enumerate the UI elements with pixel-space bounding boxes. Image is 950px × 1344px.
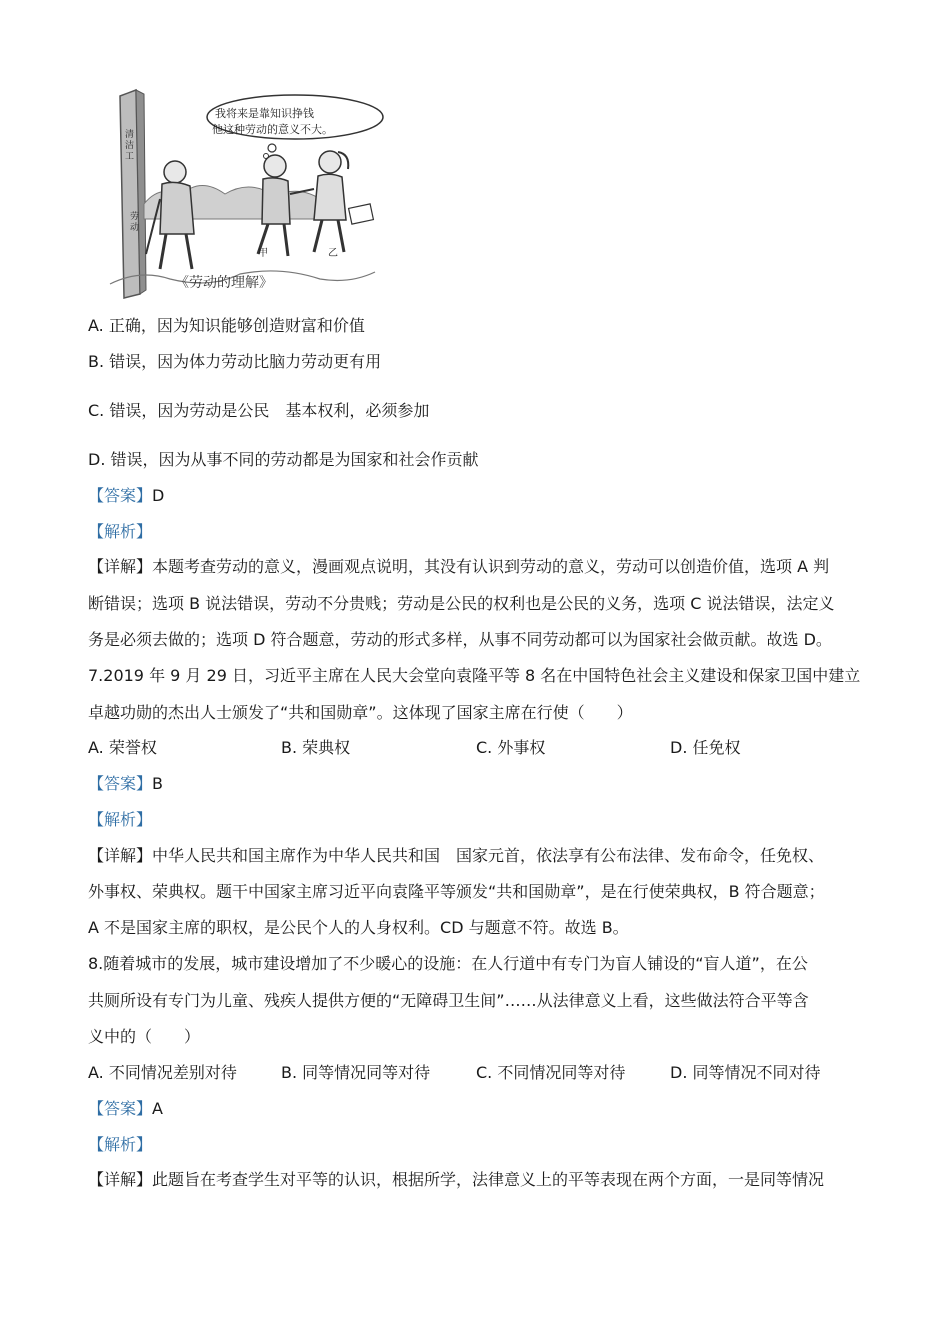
q6-detail-line2: 断错误；选项 B 说法错误，劳动不分贵贱；劳动是公民的权利也是公民的义务，选项 C 说法错误，法定义 <box>88 594 835 613</box>
q8-option-d: D. 同等情况不同对待 <box>670 1063 821 1082</box>
q6-detail-line3: 务是必须去做的；选项 D 符合题意，劳动的形式多样，从事不同劳动都可以为国家社会做贡献。故选 D。 <box>88 630 832 649</box>
q7-stem-line2: 卓越功勋的杰出人士颁发了“共和国勋章”。这体现了国家主席在行使（ ） <box>88 703 633 722</box>
q8-stem-line2: 共厕所设有专门为儿童、残疾人提供方便的“无障碍卫生间”……从法律意义上看，这些做法符合平等含 <box>88 991 809 1010</box>
q8-option-a: A. 不同情况差别对待 <box>88 1063 237 1082</box>
q6-option-d: D. 错误，因为从事不同的劳动都是为国家和社会作贡献 <box>88 450 479 469</box>
q7-detail-line3: A 不是国家主席的职权，是公民个人的人身权利。CD 与题意不符。故选 B。 <box>88 918 629 937</box>
q8-stem-line1: 8.随着城市的发展，城市建设增加了不少暖心的设施：在人行道中有专门为盲人铺设的“盲人道”，在公 <box>88 954 808 973</box>
q8-detail-line1: 【详解】此题旨在考查学生对平等的认识，根据所学，法律意义上的平等表现在两个方面，一是同等情况 <box>88 1170 825 1189</box>
detail-tag: 【详解】 <box>88 846 153 865</box>
label-jia: 甲 <box>258 248 268 259</box>
detail-tag: 【详解】 <box>88 557 153 576</box>
pillar-text: 清洁工 <box>125 130 135 162</box>
label-yi: 乙 <box>328 248 338 259</box>
q7-answer <box>88 774 163 794</box>
answer-tag: 【答案】 <box>88 486 153 505</box>
q6-answer <box>88 486 164 506</box>
cartoon-caption: 《劳动的理解》 <box>175 275 273 291</box>
q7-detail-line2: 外事权、荣典权。题干中国家主席习近平向袁隆平等颁发“共和国勋章”，是在行使荣典权，B 符合题意； <box>88 882 825 901</box>
q8-analysis-tag: 【解析】 <box>88 1135 153 1154</box>
q7-option-a: A. 荣誉权 <box>88 738 157 757</box>
answer-value: D <box>152 486 165 505</box>
answer-tag: 【答案】 <box>88 1099 153 1118</box>
q7-analysis-tag: 【解析】 <box>88 810 153 829</box>
q6-analysis-tag: 【解析】 <box>88 522 153 541</box>
q7-stem-line1: 7.2019 年 9 月 29 日，习近平主席在人民大会堂向袁隆平等 8 名在中国特色社会主义建设和保家卫国中建立 <box>88 666 861 685</box>
q6-option-b: B. 错误，因为体力劳动比脑力劳动更有用 <box>88 352 382 371</box>
q8-option-c: C. 不同情况同等对待 <box>476 1063 626 1082</box>
answer-value: A <box>152 1099 163 1118</box>
bubble-text-line2: 他这种劳动的意义不大。 <box>212 123 333 136</box>
q6-detail-line1: 【详解】本题考查劳动的意义，漫画观点说明，其没有认识到劳动的意义，劳动可以创造价值，选项 A 判 <box>88 557 830 576</box>
q6-option-a: A. 正确，因为知识能够创造财富和价值 <box>88 316 365 335</box>
bubble-text-line1: 我将来是靠知识挣钱 <box>215 107 314 120</box>
answer-value: B <box>152 774 163 793</box>
answer-tag: 【答案】 <box>88 774 153 793</box>
q7-detail-line1: 【详解】中华人民共和国主席作为中华人民共和国 国家元首，依法享有公布法律、发布命令，任免权、 <box>88 846 825 865</box>
q7-option-b: B. 荣典权 <box>281 738 351 757</box>
q7-option-c: C. 外事权 <box>476 738 546 757</box>
detail-tag: 【详解】 <box>88 1170 153 1189</box>
label-work: 劳动 <box>130 212 140 233</box>
q8-answer <box>88 1099 163 1119</box>
q7-option-d: D. 任免权 <box>670 738 741 757</box>
q6-option-c: C. 错误，因为劳动是公民 基本权利，必须参加 <box>88 401 430 420</box>
q8-stem-line3: 义中的（ ） <box>88 1027 201 1046</box>
q8-option-b: B. 同等情况同等对待 <box>281 1063 431 1082</box>
